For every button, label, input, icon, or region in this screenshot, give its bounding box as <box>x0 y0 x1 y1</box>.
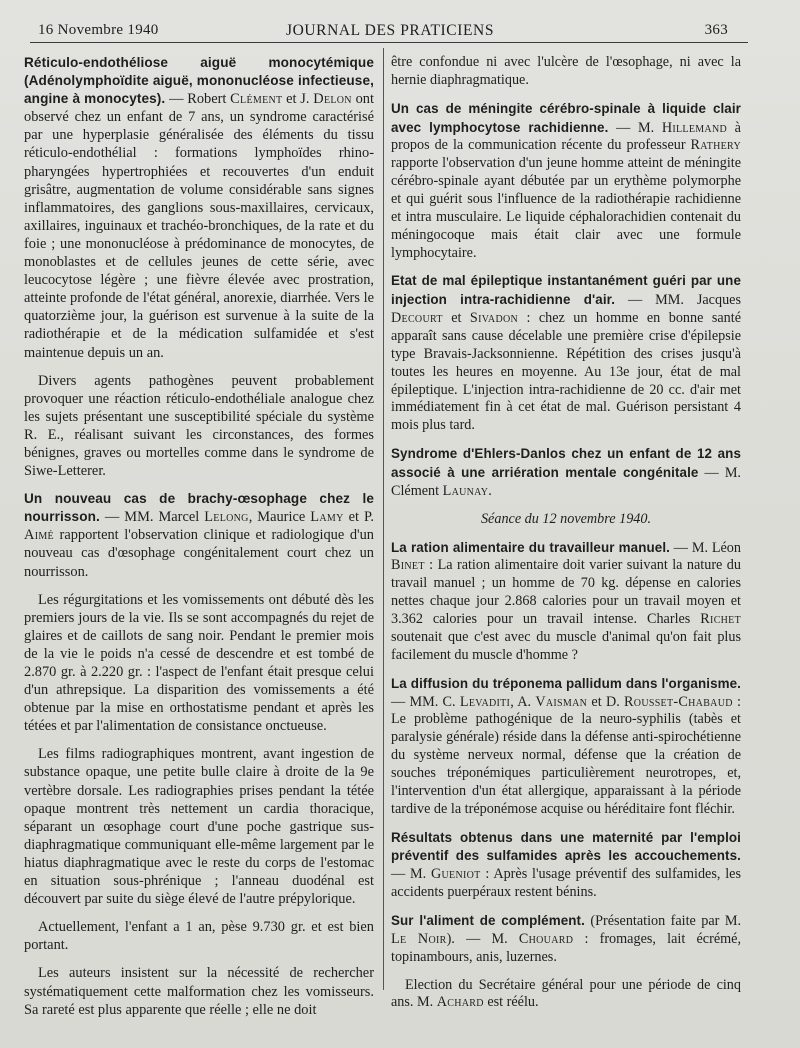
author: Aimé <box>24 527 54 544</box>
page-number: 363 <box>704 22 728 38</box>
article-epilepsie: Etat de mal épileptique instantanément guéri par une injection intra-rachidienne d'air. — MM. Jacques Decourt et Sivadon : chez un homme en bonne santé apparaît sans cause décelable une première crise d'épilepsie type Bravais-Jacksonnienne. Répétition des crises jusqu'à toutes les heures en moyenne. Au 13e jour, état de mal épileptique. L'injection intra-rachidienne de 20 cc. d'air met immédiatement fin à cet état de mal. Guérison persistant 4 mois plus tard. <box>391 273 741 434</box>
paragraph: Les films radiographiques montrent, avant ingestion de substance opaque, une petite bulle claire à droite de la 9e vertèbre dorsale. Les radiographies prises pendant la tétée opaque montrent très nettement un cardia thoracique, séparant un œsophage court d'une poche gastrique sus-diaphragmatique communiquant elle-même largement par le hiatus diaphragmatique avec le reste du corps de l'estomac en situation sous-phrénique ; l'anneau duodénal est découvert par suite du siège élevé de l'autre prépylorique. <box>24 746 374 908</box>
journal-title: JOURNAL DES PRATICIENS <box>285 22 495 39</box>
column-divider <box>383 48 384 990</box>
author: Binet <box>391 557 425 574</box>
article-title: La ration alimentaire du travailleur manuel. <box>391 539 670 555</box>
article-body: rapportent l'observation clinique et radiologique d'un nouveau cas d'œsophage congénitalement court chez un nourrisson. <box>24 527 374 580</box>
article-body: : La ration alimentaire doit varier suivant la nature du travail manuel ; un homme de 70 kg. dépense en calories nettes chaque jour 2.868 calories pour un travail moyen et 3.362 calories pour un travail intense. Charles <box>391 557 741 628</box>
author: Sivadon <box>469 310 519 327</box>
author: Lelong <box>204 509 249 526</box>
article-title: Syndrome d'Ehlers-Danlos chez un enfant de 12 ans associé à une arriération mentale congénitale <box>391 446 741 481</box>
author: Hillemand <box>661 119 727 136</box>
article-title: La diffusion du tréponema pallidum dans l'organisme. <box>391 675 741 691</box>
article-body: rapporte l'observation d'un jeune homme atteint de méningite cérébro-spinale ayant débutée par un erythème polymorphe et qui guérit sous l'influence de la radiothérapie rachidienne et intra musculaire. Le liquide céphalorachidien contenait du méningocoque mais était clair avec une formule lymphocytaire. <box>391 155 741 261</box>
article-body: soutenait que c'est avec du muscle d'animal qu'on fait plus facilement du muscle d'homme ? <box>391 628 741 663</box>
paragraph: Les régurgitations et les vomissements ont débuté dès les premiers jours de la vie. Ils se sont accompagnés du rejet de glaires et de caillots de sang noir. Pendant le premier mois de la vie le poids n'a cessé de descendre et est tombé de 2.870 gr. à 2.220 gr. : l'aspect de l'enfant était presque celui d'un athrepsique. La disparition des vomissements a été obtenue par la mise en orthostatisme pendant et après les tétées et par l'alimentation de consistance onctueuse. <box>24 591 374 735</box>
left-column <box>24 54 374 1029</box>
header-date: 16 Novembre 1940 <box>38 22 159 38</box>
article-body: : fromages, lait écrémé, topinambours, anis, luzernes. <box>391 930 742 965</box>
article-reticulo: Réticulo-endothéliose aiguë monocytémique (Adénolymphoïdite aiguë, mononucléose infectieuse, angine à monocytes). — Robert Clément et J. Delon ont observé chez un enfant de 7 ans, un syndrome caractérisé par une hyperplasie généralisée des éléments du tissu réticulo-endothélial : formations lymphoïdes rhino-pharyngées hypertrophiées et recouvertes d'un enduit grisâtre, augmentation de volume considérable sans signes inflammatoires, des ganglions sous-maxillaires, cervicaux, axillaires, inguinaux et trachéo-bronchiques, de la rate et du foie ; une mononucléose à prédominance de monocytes, de monoblastes et de cellules jeunes de cette série, avec leucocytose légère ; une fièvre élevée avec prostration, atteinte profonde de l'état général, anorexie, diarrhée. Vers le quatorzième jour, la guérison est survenue à la suite de la radiothérapie et de la médication sulfamidée et s'est maintenue depuis un an. <box>24 55 374 361</box>
header-rule <box>30 42 748 43</box>
article-body: : Le problème pathogénique de la neuro-syphilis (tabès et paralysie générale) réside dans la défense anti-spirochétienne du système nerveux normal, défense que la création de souches tréponémiques particulièrement neurotropes, et, l'intervention d'un état allergique, apparaissant à la période tardive de la tréponémose acquise ou héréditaire font fléchir. <box>391 693 741 817</box>
article-body: : Après l'usage préventif des sulfamides, les accidents puerpéraux restent bénins. <box>391 866 741 901</box>
article-title: Un nouveau cas de brachy-œsophage chez le nourrisson. <box>24 491 374 525</box>
author: Le Noir <box>391 930 447 947</box>
article-meningite: Un cas de méningite cérébro-spinale à liquide clair avec lymphocytose rachidienne. — M. Hillemand à propos de la communication récente du professeur Rathery rapporte l'observation d'un jeune homme atteint de méningite cérébro-spinale ayant débutée par un erythème polymorphe et qui guérit sous l'influence de la radiothérapie rachidienne et intra musculaire. Le liquide céphalorachidien contenait du méningocoque mais était clair avec une formule lymphocytaire. <box>391 100 741 261</box>
article-title: Résultats obtenus dans une maternité par l'emploi préventif des sulfamides après les accouchements. <box>391 829 741 864</box>
election-notice: Election du Secrétaire général pour une période de cinq ans. M. Achard est réélu. <box>391 976 741 1011</box>
author: Rousset-Chabaud <box>624 693 733 710</box>
author: Vaisman <box>535 693 588 710</box>
article-title: Un cas de méningite cérébro-spinale à liquide clair avec lymphocytose rachidienne. <box>391 100 741 135</box>
article-ehlers-danlos: Syndrome d'Ehlers-Danlos chez un enfant de 12 ans associé à une arriération mentale congénitale — M. Clément Launay. <box>391 446 741 499</box>
author: Launay <box>442 482 489 499</box>
article-title: Réticulo-endothéliose aiguë monocytémique (Adénolymphoïdite aiguë, mononucléose infectieuse, angine à monocytes). <box>24 55 374 107</box>
paragraph: Divers agents pathogènes peuvent probablement provoquer une réaction réticulo-endothéliale analogue chez les sujets présentant une susceptibilité spéciale du système R. E., réalisant suivant les circonstances, des formes bénignes, graves ou mortelles comme dans le syndrome de Siwe-Letterer. <box>24 372 374 480</box>
article-brachy-oesophage: Un nouveau cas de brachy-œsophage chez le nourrisson. — MM. Marcel Lelong, Maurice Lamy et P. Aimé rapportent l'observation clinique et radiologique d'un nouveau cas d'œsophage congénitalement court chez un nourrisson. <box>24 491 374 580</box>
author: Chouard <box>518 930 574 947</box>
author: Achard <box>436 994 484 1011</box>
paragraph: Les auteurs insistent sur la nécessité de rechercher systématiquement cette malformation chez les vomisseurs. Sa rareté est plus apparente que réelle ; elle ne doit <box>24 965 374 1018</box>
author: Rathery <box>690 137 741 154</box>
article-ration: La ration alimentaire du travailleur manuel. — M. Léon Binet : La ration alimentaire doit varier suivant la nature du travail manuel ; un homme de 70 kg. dépense en calories nettes chaque jour 2.868 calories pour un travail moyen et 3.362 calories pour un travail intense. Charles Richet soutenait que c'est avec du muscle d'animal qu'on fait plus facilement du muscle d'homme ? <box>391 539 741 663</box>
article-body: ont observé chez un enfant de 7 ans, un syndrome caractérisé par une hyperplasie généralisée des éléments du tissu réticulo-endothélial : formations lymphoïdes rhino-pharyngées hypertrophiées et recouvertes d'un enduit grisâtre, augmentation de volume considérable sans signes inflammatoires, des ganglions sous-maxillaires, cervicaux, axillaires, inguinaux et trachéo-bronchiques, de la rate et du foie ; une mononucléose à prédominance de monocytes, de monoblastes et de cellules jeunes de cette série, avec leucocytose légère ; une fièvre élevée avec prostration, atteinte profonde de l'état général, anorexie, diarrhée. Vers le quatorzième jour, la guérison est survenue à la suite de la radiothérapie et de la médication sulfamidée et s'est maintenue depuis un an. <box>24 91 374 361</box>
session-heading: Séance du 12 novembre 1940. <box>480 510 652 527</box>
paragraph-continued: être confondue ni avec l'ulcère de l'œsophage, ni avec la hernie diaphragmatique. <box>391 54 741 88</box>
article-body: : chez un homme en bonne santé apparaît sans cause décelable une première crise d'épilepsie type Bravais-Jacksonnienne. Répétition des crises jusqu'à toutes les heures en moyenne. Au 13e jour, état de mal épileptique. L'injection intra-rachidienne de 20 cc. d'air met immédiatement fin à cet état de mal. Guérison persistant 4 mois plus tard. <box>391 310 741 434</box>
paragraph: Actuellement, l'enfant a 1 an, pèse 9.730 gr. et est bien portant. <box>24 919 374 954</box>
article-treponema: La diffusion du tréponema pallidum dans l'organisme. — MM. C. Levaditi, A. Vaisman et D. Rousset-Chabaud : Le problème pathogénique de la neuro-syphilis (tabès et paralysie générale) réside dans la défense anti-spirochétienne du système nerveux normal, défense que la création de souches tréponémiques particulièrement neurotropes, et, l'intervention d'un état allergique, apparaissant à la période tardive de la tréponémose acquise ou héréditaire font fléchir. <box>391 675 741 817</box>
article-sulfamides: Résultats obtenus dans une maternité par l'emploi préventif des sulfamides après les accouchements. — M. Gueniot : Après l'usage préventif des sulfamides, les accidents puerpéraux restent bénins. <box>391 829 741 901</box>
author: Lamy <box>310 509 344 526</box>
author: Richet <box>700 611 741 628</box>
author: Delon <box>313 91 352 108</box>
article-title: Etat de mal épileptique instantanément guéri par une injection intra-rachidienne d'air. <box>391 273 741 308</box>
author: Clément <box>230 91 283 108</box>
running-header <box>30 18 750 40</box>
author: Levaditi <box>459 693 511 710</box>
author: Gueniot <box>430 866 481 883</box>
right-column <box>391 54 741 1022</box>
author: Decourt <box>391 310 443 327</box>
article-title: Sur l'aliment de complément. <box>391 912 585 928</box>
article-aliment: Sur l'aliment de complément. (Présentation faite par M. Le Noir). — M. Chouard : fromages, lait écrémé, topinambours, anis, luzernes. <box>391 912 742 965</box>
